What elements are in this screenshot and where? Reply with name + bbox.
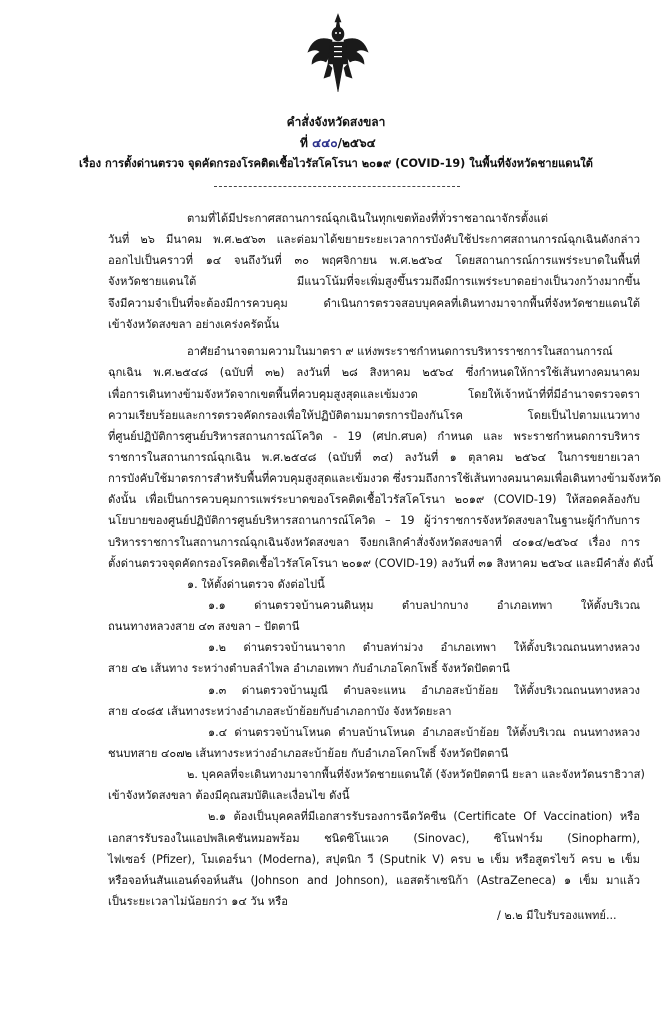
- body-line: อาศัยอำนาจตามความในมาตรา ๙ แห่งพระราชกำหนดการบริหารราชการในสถานการณ์: [187, 345, 613, 359]
- body-line: จังหวัดชายแดนใต้ มีแนวโน้มที่จะเพิ่มสูงขึ้นรวมถึงมีการแพร่ระบาดอย่างเป็นวงกว้างมากขึ้น: [108, 275, 640, 289]
- body-line: ความเรียบร้อยและการตรวจคัดกรองเพื่อให้ปฏิบัติตามมาตรการป้องกันโรค โดยเป็นไปตามแนวทาง: [108, 408, 640, 422]
- body-line: ๒. บุคคลที่จะเดินทางมาจากพื้นที่จังหวัดชายแดนใต้ (จังหวัดปัตตานี ยะลา และจังหวัดนราธิวาส): [187, 768, 645, 782]
- body-line: ถนนทางหลวงสาย ๔๓ สงขลา – ปัตตานี: [108, 620, 300, 634]
- body-line: สาย ๔๐๘๕ เส้นทางระหว่างอำเภอสะบ้าย้อยกับอำเภอกาบัง จังหวัดยะลา: [108, 704, 452, 718]
- body-line: วันที่ ๒๖ มีนาคม พ.ศ.๒๕๖๓ และต่อมาได้ขยายระยะเวลาการบังคับใช้ประกาศสถานการณ์ฉุกเฉินดังกล่าว: [108, 233, 640, 247]
- order-number-handwritten: ๔๔๐: [312, 136, 338, 150]
- order-number-year: /๒๕๖๔: [337, 136, 376, 150]
- body-line: นโยบายของศูนย์ปฏิบัติการศูนย์บริหารสถานการณ์โควิด – 19 ผู้ว่าราชการจังหวัดสงขลาในฐานะผู้กำกับการ: [108, 514, 640, 528]
- order-subject: เรื่อง การตั้งด่านตรวจ จุดคัดกรองโรคติดเชื้อไวรัสโคโรนา ๒๐๑๙ (COVID-19) ในพื้นที่จังหวัดชายแดนใต้: [79, 157, 593, 170]
- garuda-emblem-icon: [306, 12, 370, 96]
- body-line: ชนบทสาย ๔๐๗๒ เส้นทางระหว่างอำเภอสะบ้าย้อย กับอำเภอโคกโพธิ์ จังหวัดปัตตานี: [108, 747, 509, 761]
- body-line: สาย ๔๒ เส้นทาง ระหว่างตำบลลำไพล อำเภอเทพา กับอำเภอโคกโพธิ์ จังหวัดปัตตานี: [108, 662, 510, 676]
- body-line: ออกไปเป็นคราวที่ ๑๔ จนถึงวันที่ ๓๐ พฤศจิกายน พ.ศ.๒๕๖๔ โดยสถานการณ์การแพร่ระบาดในพื้นที่: [108, 254, 640, 268]
- body-line: ราชการในสถานการณ์ฉุกเฉิน พ.ศ.๒๕๔๘ (ฉบับที่ ๓๔) ลงวันที่ ๑ ตุลาคม ๒๕๖๔ ในการขยายเวลา: [108, 451, 640, 465]
- body-line: จึงมีความจำเป็นที่จะต้องมีการควบคุม ดำเนินการตรวจสอบบุคคลที่เดินทางมาจากพื้นที่จังหวัดชายแดนใต้: [108, 296, 640, 310]
- order-number: [300, 137, 376, 149]
- order-title: คำสั่งจังหวัดสงขลา: [286, 115, 386, 129]
- body-line: ๑.๓ ด่านตรวจบ้านมูณี ตำบลจะแหน อำเภอสะบ้าย้อย ให้ตั้งบริเวณถนนทางหลวง: [208, 683, 640, 697]
- body-line: เข้าจังหวัดสงขลา อย่างเคร่งครัดนั้น: [108, 317, 280, 331]
- body-line: ฉุกเฉิน พ.ศ.๒๕๔๘ (ฉบับที่ ๓๒) ลงวันที่ ๒๘ สิงหาคม ๒๕๖๔ ซึ่งกำหนดให้การใช้เส้นทางคมนาคม: [108, 366, 640, 380]
- body-line: บริหารราชการในสถานการณ์ฉุกเฉินจังหวัดสงขลา จึงยกเลิกคำสั่งจังหวัดสงขลาที่ ๔๐๑๔/๒๕๖๔ เรื่อง การ: [108, 535, 640, 549]
- body-line: เอกสารรับรองในแอปพลิเคชันหมอพร้อม ชนิดซิโนแวค (Sinovac), ซิโนฟาร์ม (Sinopharm),: [108, 831, 640, 845]
- body-line: ๑. ให้ตั้งด่านตรวจ ดังต่อไปนี้: [187, 577, 325, 591]
- body-line: ดังนั้น เพื่อเป็นการควบคุมการแพร่ระบาดของโรคติดเชื้อไวรัสโคโรนา ๒๐๑๙ (COVID-19) ให้สอดคล้องกับ: [108, 493, 640, 507]
- body-line: เป็นระยะเวลาไม่น้อยกว่า ๑๔ วัน หรือ: [108, 895, 288, 908]
- body-line: หรือจอห์นสันแอนด์จอห์นสัน (Johnson and Johnson), แอสตร้าเซนิก้า (AstraZeneca) ๑ เข็ม มาแล้ว: [108, 873, 640, 887]
- body-line: ๒.๑ ต้องเป็นบุคคลที่มีเอกสารรับรองการฉีดวัคซีน (Certificate Of Vaccination) หรือ: [208, 810, 640, 824]
- order-number-prefix: ที่: [300, 136, 308, 150]
- body-line: การบังคับใช้มาตรการสำหรับพื้นที่ควบคุมสูงสุดและเข้มงวด ซึ่งรวมถึงการใช้เส้นทางคมนาคมเพื่อเดินทางข้ามจังหวัด: [108, 472, 662, 486]
- body-line: เข้าจังหวัดสงขลา ต้องมีคุณสมบัติและเงื่อนไข ดังนี้: [108, 789, 350, 803]
- body-line: ๑.๒ ด่านตรวจบ้านนาจาก ตำบลท่าม่วง อำเภอเทพา ให้ตั้งบริเวณถนนทางหลวง: [208, 641, 640, 655]
- body-line: ตั้งด่านตรวจจุดคัดกรองโรคติดเชื้อไวรัสโคโรนา ๒๐๑๙ (COVID-19) ลงวันที่ ๓๑ สิงหาคม ๒๕๖๔ และมีคำสั่ง ดังนี้: [108, 556, 654, 570]
- body-line: ตามที่ได้มีประกาศสถานการณ์ฉุกเฉินในทุกเขตท้องที่ทั่วราชอาณาจักรตั้งแต่: [187, 212, 548, 225]
- continuation-note: / ๒.๒ มีใบรับรองแพทย์...: [497, 909, 617, 922]
- body-line: ๑.๔ ด่านตรวจบ้านโหนด ตำบลบ้านโหนด อำเภอสะบ้าย้อย ให้ตั้งบริเวณ ถนนทางหลวง: [208, 725, 640, 739]
- body-line: ๑.๑ ด่านตรวจบ้านควนดินหุม ตำบลปากบาง อำเภอเทพา ให้ตั้งบริเวณ: [208, 599, 640, 613]
- divider-line: [214, 186, 460, 187]
- body-line: ที่ศูนย์ปฏิบัติการศูนย์บริหารสถานการณ์โควิด - 19 (ศปก.ศบค) กำหนด และ พระราชกำหนดการบริหาร: [108, 429, 640, 443]
- body-line: ไฟเซอร์ (Pfizer), โมเดอร์นา (Moderna), สปุตนิก วี (Sputnik V) ครบ ๒ เข็ม หรือสูตรไขว้ ครบ ๒ เข็ม: [108, 852, 640, 866]
- body-line: เพื่อการเดินทางข้ามจังหวัดจากเขตพื้นที่ควบคุมสูงสุดและเข้มงวด โดยให้เจ้าหน้าที่ที่มีอำนาจตรวจตรา: [108, 387, 640, 401]
